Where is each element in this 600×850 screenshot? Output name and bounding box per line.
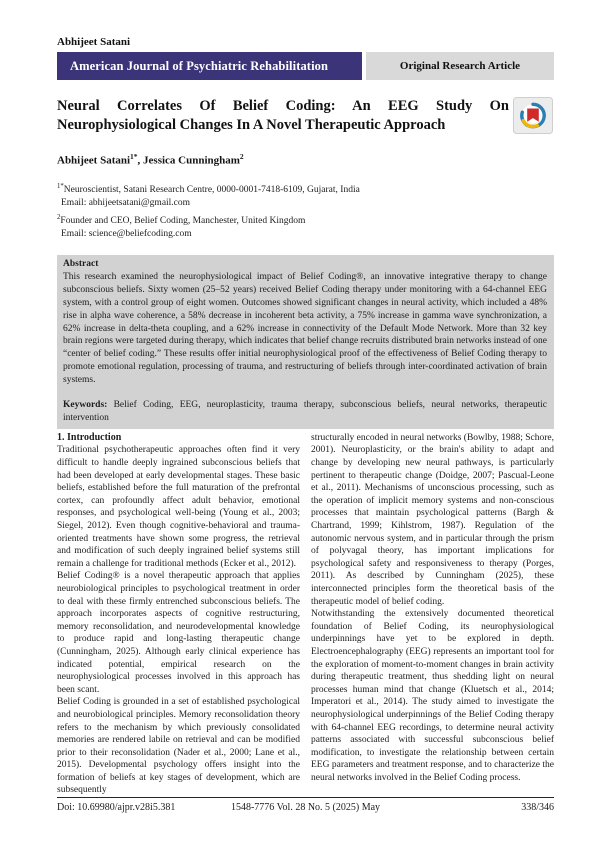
author-separator: , [137, 154, 144, 167]
abstract-spacer [63, 387, 547, 399]
affiliation-2 [57, 211, 554, 229]
journal-name: American Journal of Psychiatric Rehabilitation [57, 52, 362, 80]
author-2-superscript: 2 [239, 152, 244, 161]
affiliation-2-text: Founder and CEO, Belief Coding, Manchester, United Kingdom [60, 215, 306, 226]
abstract-heading: Abstract [63, 258, 99, 269]
author-line [57, 152, 554, 167]
affiliation-1 [57, 180, 554, 198]
affiliation-1-superscript: 1* [57, 182, 64, 190]
body-columns [57, 432, 554, 828]
affiliation-1-text: Neuroscientist, Satani Research Centre, 0000-0001-7418-6109, Gujarat, India [63, 184, 360, 195]
author-1-superscript: 1* [130, 152, 138, 161]
running-author: Abhijeet Satani [57, 36, 131, 48]
right-column [311, 432, 554, 828]
journal-logo-icon [513, 97, 553, 139]
abstract-block [57, 255, 554, 429]
intro-left-paragraph-2: Belief Coding® is a novel therapeutic approach that applies neurobiological principles to psychological treatment in order to deal with these firmly entrenched subconscious beliefs. The approach incorporates aspects of cognitive restructuring, memory reconsolidation, and neurodevelopmental knowledge to produce rapid and long-lasting therapeutic change (Cunningham, 2025). Although early clinical experience has indicated potential, empirical research on the neurophysiological processes involved in this approach has been scant. [57, 571, 300, 695]
article-title: Neural Correlates Of Belief Coding: An EEG Study On Neurophysiological Changes In A Novel Therapeutic Approach [57, 98, 509, 133]
keywords-line [63, 399, 547, 425]
footer-page-number: 338/346 [521, 802, 555, 813]
page-footer [57, 797, 554, 813]
left-column [57, 432, 300, 828]
intro-left-paragraph-1: Traditional psychotherapeutic approaches often find it very difficult to handle deeply ingrained subconscious beliefs that had been developed at early developmental stages. These basic beliefs, established before the full maturation of the prefrontal cortex, can profoundly affect adult behavior, emotional responses, and psychological well-being (Young et al., 2003; Siegel, 2012). Even though cognitive-behavioral and trauma-oriented treatments have shown some progress, the retrieval and modification of such deeply ingrained belief systems still remain a challenge for traditional methods (Ecker et al., 2012). [57, 445, 300, 569]
keywords-text: Belief Coding, EEG, neuroplasticity, trauma therapy, subconscious beliefs, neural networks, therapeutic intervention [63, 400, 547, 423]
keywords-label: Keywords: [63, 400, 108, 411]
introduction-heading: 1. Introduction [57, 431, 122, 443]
affiliation-2-superscript: 2 [57, 213, 61, 221]
article-type-badge: Original Research Article [366, 52, 554, 80]
affiliation-1-email: Email: abhijeetsatani@gmail.com [61, 198, 191, 209]
title-row [57, 97, 554, 139]
footer-issue: 1548-7776 Vol. 28 No. 5 (2025) May [230, 802, 381, 813]
journal-banner [57, 52, 554, 80]
affiliations [57, 180, 554, 242]
intro-right-paragraph-2: Notwithstanding the extensively documented theoretical foundation of Belief Coding, its neurophysiological underpinnings have yet to be explored in depth. Electroencephalography (EEG) represents an important tool for the exploration of moment-to-moment changes in brain activity during therapeutic treatment, thus shedding light on neural processes human mind that change (Kluetsch et al., 2014; Imperatori et al., 2014). The study aimed to investigate the neurophysiological underpinnings of the Belief Coding therapy with 64-channel EEG recordings, to determine neural activity patterns associated with successful subconscious belief modification, to investigate the relationship between certain EEG parameters and treatment response, and to characterize the neural networks involved in the Belief Coding process. [311, 609, 554, 783]
page-content [57, 36, 554, 828]
affiliation-2-email: Email: science@beliefcoding.com [61, 229, 192, 240]
intro-right-paragraph-1: structurally encoded in neural networks (Bowlby, 1988; Schore, 2001). Neuroplasticity, or the brain's ability to adapt and change by developing new neural pathways, is particularly pertinent to therapeutic change (Doidge, 2007; Pascual-Leone et al., 2011). Mechanisms of unconscious processing, such as the operation of implicit memory systems and non-conscious processes that maintain psychological patterns (Bargh & Chartrand, 1999; Kihlstrom, 1987). Regulation of the autonomic nervous system, and in particular through the prism of polyvagal theory, has important implications for psychological safety and responsiveness to therapy (Porges, 2011). As described by Cunningham (2025), these interconnected principles form the theoretical basis of the therapeutic model of belief coding. [311, 432, 554, 607]
intro-left-paragraph-3: Belief Coding is grounded in a set of established psychological and neurobiological principles. Memory reconsolidation theory refers to the mechanism by which previously consolidated memories are rendered labile on retrieval and can be modified prior to their reconsolidation (Nader et al., 2000; Lane et al., 2015). Developmental psychology offers insight into the formation of beliefs at key stages of development, which are subsequently [57, 697, 300, 796]
abstract-text: This research examined the neurophysiological impact of Belief Coding®, an innovative integrative therapy to change subconscious beliefs. Sixty women (25–52 years) received Belief Coding therapy under monitoring with a 64-channel EEG system, with a control group of eight women. Outcomes showed significant changes in neural activity, which included a 48% rise in alpha wave coherence, a 58% decrease in incoherent beta activity, a 75% increase in gamma wave synchronization, a 62% increase in delta-theta coupling, and a 62% increase in connectivity of the Default Mode Network. More than 32 key brain regions were targeted during therapy, which indicates that belief change recruits distributed brain networks instead of one “center of belief coding.” These results offer initial neurophysiological proof of the effectiveness of Belief Coding therapy to promote emotional regulation, processing of trauma, and restructuring of beliefs through inter-coordinated activation of brain systems. [63, 271, 547, 386]
footer-doi: Doi: 10.69980/ajpr.v28i5.381 [57, 802, 176, 813]
author-2: Jessica Cunningham [143, 154, 240, 167]
author-1: Abhijeet Satani [57, 154, 131, 167]
